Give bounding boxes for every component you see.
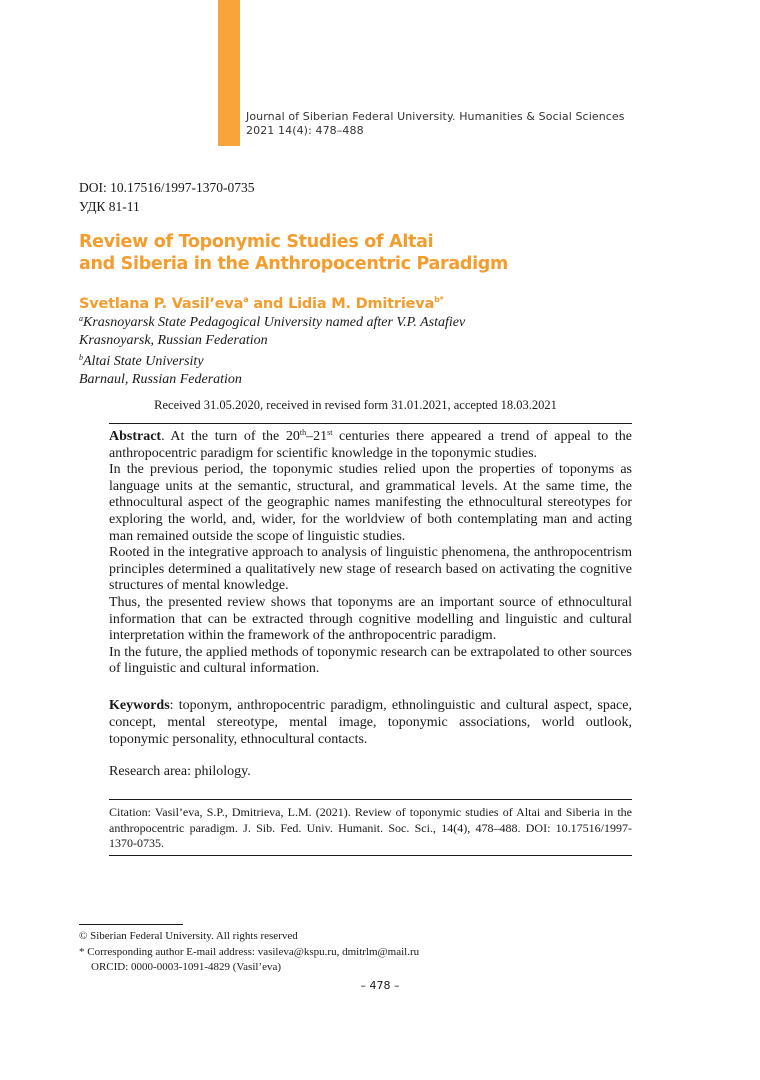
affil-b-location: Barnaul, Russian Federation [79,371,242,387]
journal-issue: 2021 14(4): 478–488 [246,124,364,137]
abstract-paragraph-4: Thus, the presented review shows that toponyms are an important source of ethnocultural information that can be extracted through cognitive modelling and linguistic and cultural interpretation within the framework of the anthropocentric paradigm. [109,594,632,644]
abstract-p1-b: –21 [306,429,328,444]
abstract-paragraph-1 [109,429,632,462]
copyright: © Siberian Federal University. All rights reserved [79,930,298,942]
abstract-p1-a: . At the turn of the 20 [161,429,300,444]
abstract-sup-st: st [327,428,333,437]
journal-header [246,110,625,138]
author-1-affil: a [243,295,249,304]
journal-accent-bar [218,0,240,146]
divider-top [109,423,632,424]
research-area: Research area: philology. [109,764,251,779]
corresponding-author: * Corresponding author E-mail address: vasileva@kspu.ru, dmitrlm@mail.ru [79,945,420,958]
keywords-text: : toponym, anthropocentric paradigm, ethnolinguistic and cultural aspect, space, concept, mental stereotype, mental image, toponymic associations, world outlook, toponymic personality, ethnocultural contacts. [109,698,632,747]
author-1: Svetlana P. Vasil’eva [79,296,244,312]
divider-citation-top [109,799,632,800]
orcid: ORCID: 0000-0003-1091-4829 (Vasil’eva) [91,961,282,973]
author-2-affil: b* [434,295,444,304]
affil-a-location: Krasnoyarsk, Russian Federation [79,332,268,348]
title-line-2: and Siberia in the Anthropocentric Paradigm [79,254,508,274]
affiliation-b [79,349,465,371]
abstract-paragraph-5: In the future, the applied methods of toponymic research can be extrapolated to other sources of linguistic and cultural information. [109,644,632,677]
journal-name: Journal of Siberian Federal University. Humanities & Social Sciences [246,110,625,123]
abstract [109,429,632,678]
divider-citation-bottom [109,855,632,856]
affil-b-marker: b [79,353,83,362]
abstract-sup-th: th [299,428,307,437]
affiliations [79,310,465,388]
author-conjunction: and [248,296,289,312]
abstract-paragraph-3: Rooted in the integrative approach to analysis of linguistic phenomena, the anthropocentrism principles determined a qualitatively new stage of research based on activating the cognitive structures of mental knowledge. [109,545,632,594]
abstract-paragraph-2: In the previous period, the toponymic studies relied upon the properties of toponyms as language units at the semantic, structural, and grammatical levels. At the same time, the ethnocultural aspect of the geographic names manifesting the ethnocultural stereotypes for exploring the world, and, wider, for the worldview of both contemplating man and acting man remained outside the scope of linguistic studies. [109,462,632,544]
footnote-separator [79,924,183,925]
keywords [109,697,632,748]
article-meta [79,178,255,216]
abstract-label: Abstract [109,429,162,444]
affil-a-institution: Krasnoyarsk State Pedagogical University named after V.P. Astafiev [83,315,466,330]
affil-a-marker: a [79,314,83,323]
footnotes [79,929,419,976]
article-title [79,231,508,275]
keywords-label: Keywords [109,698,170,713]
affiliation-a [79,310,465,332]
abstract-p1-c: centuries there appeared a trend of appeal to the anthropocentric paradigm for scientific knowledge in the toponymic studies. [109,429,632,461]
citation: Citation: Vasil’eva, S.P., Dmitrieva, L.M. (2021). Review of toponymic studies of Altai and Siberia in the anthropocentric paradigm. J. Sib. Fed. Univ. Humanit. Soc. Sci., 14(4), 478–488. DOI: 10.17516/1997-1370-0735. [109,805,632,850]
affil-b-institution: Altai State University [83,354,204,369]
received-dates: Received 31.05.2020, received in revised form 31.01.2021, accepted 18.03.2021 [154,398,557,412]
doi: DOI: 10.17516/1997-1370-0735 [79,180,255,195]
title-line-1: Review of Toponymic Studies of Altai [79,232,434,252]
udk: УДК 81-11 [79,199,140,214]
page-number: – 478 – [360,979,400,992]
author-2: Lidia M. Dmitrieva [288,296,435,312]
